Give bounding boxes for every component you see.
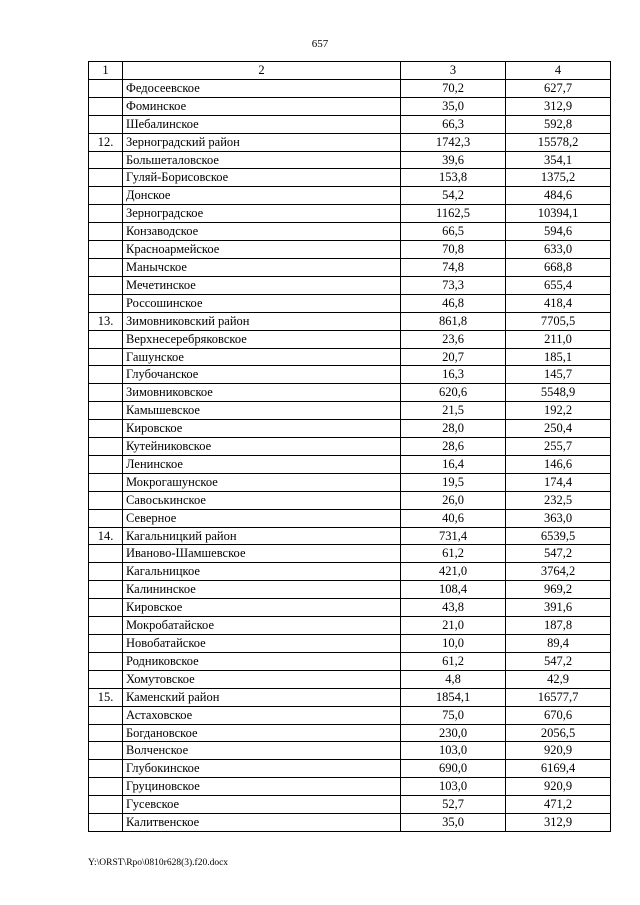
table-row xyxy=(89,688,611,706)
row-number-cell xyxy=(89,617,123,635)
row-col4-cell: 969,2 xyxy=(506,581,611,599)
row-name-cell: Богдановское xyxy=(123,724,401,742)
row-col4-cell: 6539,5 xyxy=(506,527,611,545)
table-row xyxy=(89,760,611,778)
table-row xyxy=(89,473,611,491)
header-cell-name: 2 xyxy=(123,62,401,80)
row-col4-cell: 232,5 xyxy=(506,491,611,509)
table-row xyxy=(89,670,611,688)
row-number-cell xyxy=(89,169,123,187)
row-name-cell: Красноармейское xyxy=(123,241,401,259)
row-col4-cell: 187,8 xyxy=(506,617,611,635)
row-name-cell: Россошинское xyxy=(123,294,401,312)
row-col3-cell: 46,8 xyxy=(401,294,506,312)
row-col3-cell: 35,0 xyxy=(401,814,506,832)
row-col3-cell: 28,6 xyxy=(401,438,506,456)
row-col3-cell: 74,8 xyxy=(401,258,506,276)
row-name-cell: Новобатайское xyxy=(123,635,401,653)
table-body xyxy=(89,79,611,831)
row-name-cell: Кировское xyxy=(123,599,401,617)
table-row xyxy=(89,241,611,259)
row-number-cell xyxy=(89,670,123,688)
row-name-cell: Зимовниковский район xyxy=(123,312,401,330)
row-col3-cell: 66,5 xyxy=(401,223,506,241)
table-row xyxy=(89,706,611,724)
row-col3-cell: 73,3 xyxy=(401,276,506,294)
row-col3-cell: 20,7 xyxy=(401,348,506,366)
row-col4-cell: 354,1 xyxy=(506,151,611,169)
row-col4-cell: 484,6 xyxy=(506,187,611,205)
table-row xyxy=(89,330,611,348)
table-row xyxy=(89,294,611,312)
table-row xyxy=(89,169,611,187)
row-col4-cell: 42,9 xyxy=(506,670,611,688)
row-col3-cell: 26,0 xyxy=(401,491,506,509)
row-col3-cell: 1854,1 xyxy=(401,688,506,706)
row-col3-cell: 690,0 xyxy=(401,760,506,778)
row-name-cell: Федосеевское xyxy=(123,79,401,97)
table-row xyxy=(89,97,611,115)
table-row xyxy=(89,796,611,814)
row-col3-cell: 1162,5 xyxy=(401,205,506,223)
table-row xyxy=(89,366,611,384)
row-number-cell xyxy=(89,652,123,670)
row-number-cell xyxy=(89,258,123,276)
table-row xyxy=(89,509,611,527)
row-col3-cell: 70,8 xyxy=(401,241,506,259)
table-row xyxy=(89,635,611,653)
row-number-cell xyxy=(89,455,123,473)
row-col4-cell: 211,0 xyxy=(506,330,611,348)
row-number-cell xyxy=(89,742,123,760)
table-row xyxy=(89,742,611,760)
row-col3-cell: 61,2 xyxy=(401,545,506,563)
table-row xyxy=(89,79,611,97)
table-row xyxy=(89,133,611,151)
row-number-cell xyxy=(89,330,123,348)
row-number-cell xyxy=(89,79,123,97)
row-col4-cell: 471,2 xyxy=(506,796,611,814)
row-number-cell xyxy=(89,563,123,581)
row-name-cell: Фоминское xyxy=(123,97,401,115)
table-row xyxy=(89,276,611,294)
row-number-cell xyxy=(89,97,123,115)
row-col3-cell: 1742,3 xyxy=(401,133,506,151)
row-col4-cell: 16577,7 xyxy=(506,688,611,706)
row-name-cell: Зимовниковское xyxy=(123,384,401,402)
row-col4-cell: 192,2 xyxy=(506,402,611,420)
row-col3-cell: 4,8 xyxy=(401,670,506,688)
row-col3-cell: 19,5 xyxy=(401,473,506,491)
table-row xyxy=(89,724,611,742)
row-name-cell: Груциновское xyxy=(123,778,401,796)
row-name-cell: Зерноградский район xyxy=(123,133,401,151)
table-row xyxy=(89,223,611,241)
row-name-cell: Волченское xyxy=(123,742,401,760)
row-name-cell: Гуляй-Борисовское xyxy=(123,169,401,187)
header-cell-col4: 4 xyxy=(506,62,611,80)
row-col4-cell: 627,7 xyxy=(506,79,611,97)
row-col3-cell: 66,3 xyxy=(401,115,506,133)
table-row xyxy=(89,151,611,169)
table-row xyxy=(89,527,611,545)
row-col4-cell: 670,6 xyxy=(506,706,611,724)
row-number-cell xyxy=(89,294,123,312)
row-number-cell xyxy=(89,205,123,223)
table-row xyxy=(89,348,611,366)
row-number-cell xyxy=(89,778,123,796)
row-name-cell: Глубочанское xyxy=(123,366,401,384)
row-col4-cell: 592,8 xyxy=(506,115,611,133)
row-name-cell: Мокрогашунское xyxy=(123,473,401,491)
table-row xyxy=(89,599,611,617)
row-col4-cell: 185,1 xyxy=(506,348,611,366)
row-col4-cell: 10394,1 xyxy=(506,205,611,223)
row-col4-cell: 547,2 xyxy=(506,652,611,670)
row-number-cell xyxy=(89,706,123,724)
row-name-cell: Донское xyxy=(123,187,401,205)
row-col3-cell: 21,5 xyxy=(401,402,506,420)
row-col3-cell: 103,0 xyxy=(401,778,506,796)
row-col4-cell: 6169,4 xyxy=(506,760,611,778)
row-col4-cell: 250,4 xyxy=(506,420,611,438)
row-col3-cell: 16,4 xyxy=(401,455,506,473)
row-number-cell xyxy=(89,241,123,259)
table-row xyxy=(89,420,611,438)
row-col4-cell: 418,4 xyxy=(506,294,611,312)
row-col3-cell: 40,6 xyxy=(401,509,506,527)
row-name-cell: Гусевское xyxy=(123,796,401,814)
table-row xyxy=(89,778,611,796)
header-cell-col3: 3 xyxy=(401,62,506,80)
row-number-cell xyxy=(89,187,123,205)
row-col4-cell: 547,2 xyxy=(506,545,611,563)
header-cell-number: 1 xyxy=(89,62,123,80)
table-row xyxy=(89,312,611,330)
header-row xyxy=(89,62,611,80)
row-number-cell xyxy=(89,796,123,814)
row-col3-cell: 230,0 xyxy=(401,724,506,742)
row-number-cell xyxy=(89,814,123,832)
row-col4-cell: 391,6 xyxy=(506,599,611,617)
row-col3-cell: 153,8 xyxy=(401,169,506,187)
row-name-cell: Калитвенское xyxy=(123,814,401,832)
row-col3-cell: 861,8 xyxy=(401,312,506,330)
row-col4-cell: 7705,5 xyxy=(506,312,611,330)
row-col3-cell: 23,6 xyxy=(401,330,506,348)
row-col4-cell: 174,4 xyxy=(506,473,611,491)
row-col3-cell: 35,0 xyxy=(401,97,506,115)
row-col3-cell: 10,0 xyxy=(401,635,506,653)
row-col3-cell: 61,2 xyxy=(401,652,506,670)
page-number: 657 xyxy=(311,38,329,50)
row-col3-cell: 421,0 xyxy=(401,563,506,581)
row-name-cell: Савоськинское xyxy=(123,491,401,509)
row-name-cell: Верхнесеребряковское xyxy=(123,330,401,348)
table-row xyxy=(89,545,611,563)
row-number-cell xyxy=(89,509,123,527)
row-name-cell: Мечетинское xyxy=(123,276,401,294)
row-name-cell: Калининское xyxy=(123,581,401,599)
row-number-cell xyxy=(89,438,123,456)
row-number-cell xyxy=(89,760,123,778)
table-row xyxy=(89,652,611,670)
row-number-cell xyxy=(89,115,123,133)
row-col4-cell: 15578,2 xyxy=(506,133,611,151)
data-table xyxy=(88,61,611,832)
row-col4-cell: 920,9 xyxy=(506,778,611,796)
table-row xyxy=(89,491,611,509)
row-name-cell: Большеталовское xyxy=(123,151,401,169)
table-row xyxy=(89,402,611,420)
row-name-cell: Кагальницкое xyxy=(123,563,401,581)
row-col3-cell: 103,0 xyxy=(401,742,506,760)
row-col4-cell: 1375,2 xyxy=(506,169,611,187)
row-number-cell xyxy=(89,724,123,742)
row-name-cell: Кутейниковское xyxy=(123,438,401,456)
row-col3-cell: 52,7 xyxy=(401,796,506,814)
row-name-cell: Астаховское xyxy=(123,706,401,724)
row-name-cell: Родниковское xyxy=(123,652,401,670)
row-name-cell: Каменский район xyxy=(123,688,401,706)
row-col4-cell: 145,7 xyxy=(506,366,611,384)
table-row xyxy=(89,814,611,832)
row-number-cell xyxy=(89,581,123,599)
row-col3-cell: 731,4 xyxy=(401,527,506,545)
row-col4-cell: 633,0 xyxy=(506,241,611,259)
row-col4-cell: 920,9 xyxy=(506,742,611,760)
row-name-cell: Зерноградское xyxy=(123,205,401,223)
row-number-cell xyxy=(89,491,123,509)
row-number-cell xyxy=(89,384,123,402)
table-row xyxy=(89,205,611,223)
table-row xyxy=(89,384,611,402)
row-col4-cell: 2056,5 xyxy=(506,724,611,742)
row-name-cell: Глубокинское xyxy=(123,760,401,778)
table-row xyxy=(89,438,611,456)
row-col3-cell: 620,6 xyxy=(401,384,506,402)
table-row xyxy=(89,115,611,133)
row-number-cell xyxy=(89,151,123,169)
row-name-cell: Ленинское xyxy=(123,455,401,473)
row-col4-cell: 312,9 xyxy=(506,814,611,832)
row-name-cell: Северное xyxy=(123,509,401,527)
row-number-cell: 13. xyxy=(89,312,123,330)
row-number-cell xyxy=(89,635,123,653)
row-col4-cell: 3764,2 xyxy=(506,563,611,581)
row-number-cell xyxy=(89,402,123,420)
row-col4-cell: 146,6 xyxy=(506,455,611,473)
table-row xyxy=(89,617,611,635)
row-col4-cell: 5548,9 xyxy=(506,384,611,402)
row-number-cell xyxy=(89,366,123,384)
row-name-cell: Кировское xyxy=(123,420,401,438)
row-col3-cell: 21,0 xyxy=(401,617,506,635)
row-number-cell xyxy=(89,599,123,617)
row-col3-cell: 70,2 xyxy=(401,79,506,97)
table-header xyxy=(89,62,611,80)
row-number-cell xyxy=(89,420,123,438)
row-col4-cell: 594,6 xyxy=(506,223,611,241)
row-col4-cell: 255,7 xyxy=(506,438,611,456)
row-name-cell: Иваново-Шамшевское xyxy=(123,545,401,563)
table-row xyxy=(89,258,611,276)
row-col4-cell: 668,8 xyxy=(506,258,611,276)
row-name-cell: Шебалинское xyxy=(123,115,401,133)
row-name-cell: Хомутовское xyxy=(123,670,401,688)
row-number-cell: 15. xyxy=(89,688,123,706)
row-number-cell xyxy=(89,473,123,491)
table-row xyxy=(89,455,611,473)
table-row xyxy=(89,581,611,599)
footer-file-path: Y:\ORST\Rpo\0810r628(3).f20.docx xyxy=(88,858,229,868)
row-col3-cell: 28,0 xyxy=(401,420,506,438)
row-name-cell: Манычское xyxy=(123,258,401,276)
row-col3-cell: 43,8 xyxy=(401,599,506,617)
row-name-cell: Гашунское xyxy=(123,348,401,366)
row-number-cell xyxy=(89,223,123,241)
row-col4-cell: 89,4 xyxy=(506,635,611,653)
row-col3-cell: 108,4 xyxy=(401,581,506,599)
row-name-cell: Мокробатайское xyxy=(123,617,401,635)
row-number-cell: 14. xyxy=(89,527,123,545)
row-col3-cell: 75,0 xyxy=(401,706,506,724)
row-col4-cell: 312,9 xyxy=(506,97,611,115)
row-number-cell xyxy=(89,276,123,294)
row-col4-cell: 655,4 xyxy=(506,276,611,294)
table-row xyxy=(89,563,611,581)
row-name-cell: Кагальницкий район xyxy=(123,527,401,545)
row-col3-cell: 39,6 xyxy=(401,151,506,169)
row-number-cell xyxy=(89,348,123,366)
table-row xyxy=(89,187,611,205)
row-col4-cell: 363,0 xyxy=(506,509,611,527)
row-col3-cell: 54,2 xyxy=(401,187,506,205)
row-col3-cell: 16,3 xyxy=(401,366,506,384)
row-number-cell: 12. xyxy=(89,133,123,151)
row-number-cell xyxy=(89,545,123,563)
row-name-cell: Камышевское xyxy=(123,402,401,420)
row-name-cell: Конзаводское xyxy=(123,223,401,241)
